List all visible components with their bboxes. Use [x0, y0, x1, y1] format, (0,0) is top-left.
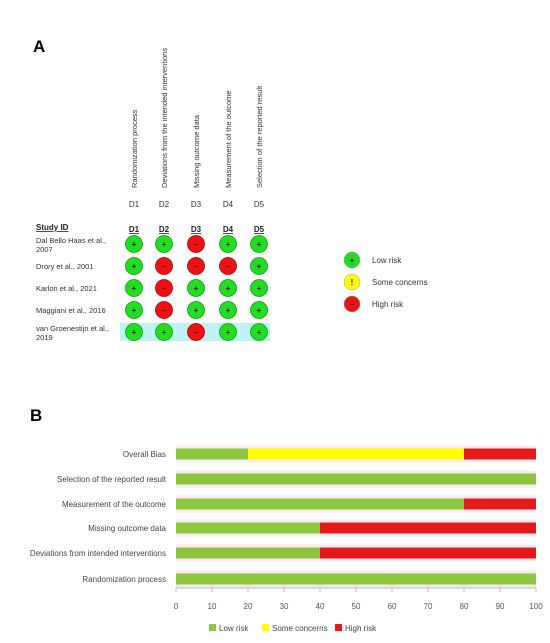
judgement-symbol: + [256, 240, 262, 249]
legend-symbol: + [349, 256, 355, 265]
x-tick-label: 0 [173, 602, 179, 611]
legend-symbol: – [349, 300, 355, 309]
study-name: 2019 [36, 333, 53, 342]
domain-code-d5: D5 [253, 200, 265, 209]
judgement-symbol: – [193, 262, 199, 271]
domain-name-2: Deviations from the intended interventions [160, 47, 169, 188]
domain-code-d2: D2 [158, 200, 170, 209]
judgement-symbol: + [193, 284, 199, 293]
judgement-symbol: + [225, 306, 231, 315]
x-tick-label: 60 [387, 602, 397, 611]
category-label: Selection of the reported result [57, 475, 166, 484]
judgement-symbol: + [161, 328, 167, 337]
judgement-symbol: + [131, 262, 137, 271]
domain-code-d1: D1 [128, 200, 140, 209]
x-tick-label: 100 [529, 602, 543, 611]
legend-label: Low risk [219, 624, 249, 633]
study-name: Karlon et al., 2021 [36, 284, 97, 293]
judgement-symbol: + [131, 284, 137, 293]
judgement-symbol: + [225, 240, 231, 249]
domain-header-d5: D5 [253, 225, 265, 234]
judgement-symbol: – [161, 262, 167, 271]
judgement-symbol: – [161, 284, 167, 293]
judgement-symbol: + [225, 328, 231, 337]
domain-code-d4: D4 [222, 200, 234, 209]
judgement-symbol: + [193, 306, 199, 315]
bar-segment-low-risk [176, 574, 536, 585]
study-name: van Groenestijn et al., [36, 324, 109, 333]
judgement-symbol: + [161, 240, 167, 249]
x-tick-label: 50 [351, 602, 361, 611]
category-label: Overall Bias [122, 450, 166, 459]
bar-segment-low-risk [176, 499, 464, 510]
domain-header-d4: D4 [222, 225, 234, 234]
domain-name-1: Randomization process [130, 109, 139, 188]
judgement-symbol: + [256, 262, 262, 271]
domain-header-d2: D2 [158, 225, 170, 234]
category-label: Missing outcome data [88, 524, 166, 533]
bar-segment-high-risk [464, 499, 536, 510]
panel-label-a: A [33, 37, 46, 56]
study-name: Dal Bello Haas et al., [36, 236, 107, 245]
x-tick-label: 10 [207, 602, 217, 611]
bar-segment-high-risk [464, 449, 536, 460]
judgement-symbol: + [225, 284, 231, 293]
judgement-symbol: – [193, 240, 199, 249]
domain-name-3: Missing outcome data [192, 115, 201, 188]
category-label: Randomization process [82, 575, 166, 584]
legend-high-label: High risk [372, 300, 404, 309]
bar-segment-high-risk [320, 523, 536, 534]
study-name: Drory et al., 2001 [36, 262, 94, 271]
x-tick-label: 20 [243, 602, 253, 611]
legend-swatch-high-risk [335, 624, 342, 631]
domain-name-5: Selection of the reported result [255, 85, 264, 188]
x-tick-label: 80 [459, 602, 469, 611]
bar-segment-low-risk [176, 474, 536, 485]
legend-low-label: Low risk [372, 256, 402, 265]
judgement-symbol: – [161, 306, 167, 315]
judgement-symbol: + [131, 328, 137, 337]
legend-symbol: ! [350, 278, 354, 287]
x-tick-label: 40 [315, 602, 325, 611]
legend-swatch-low-risk [209, 624, 216, 631]
judgement-symbol: + [131, 240, 137, 249]
study-id-header: Study ID [36, 223, 69, 232]
judgement-symbol: + [256, 306, 262, 315]
bar-segment-low-risk [176, 449, 248, 460]
category-label: Measurement of the outcome [61, 500, 166, 509]
x-tick-label: 90 [495, 602, 505, 611]
bar-segment-high-risk [320, 548, 536, 559]
category-label: Deviations from intended interventions [29, 549, 166, 558]
legend-some-label: Some concerns [372, 278, 428, 287]
x-tick-label: 30 [279, 602, 289, 611]
judgement-symbol: – [193, 328, 199, 337]
study-name: 2007 [36, 245, 53, 254]
bar-segment-some-concerns [248, 449, 464, 460]
domain-header-d3: D3 [190, 225, 202, 234]
bar-segment-low-risk [176, 548, 320, 559]
x-tick-label: 70 [423, 602, 433, 611]
legend-label: Some concerns [272, 624, 328, 633]
legend-label: High risk [345, 624, 377, 633]
bar-segment-low-risk [176, 523, 320, 534]
judgement-symbol: + [256, 328, 262, 337]
judgement-symbol: + [131, 306, 137, 315]
domain-header-d1: D1 [128, 225, 140, 234]
study-name: Maggiani et al., 2016 [36, 306, 106, 315]
judgement-symbol: – [225, 262, 231, 271]
panel-label-b: B [30, 406, 43, 425]
legend-swatch-some-concerns [262, 624, 269, 631]
domain-name-4: Measurement of the outcome [224, 90, 233, 188]
domain-code-d3: D3 [190, 200, 202, 209]
judgement-symbol: + [256, 284, 262, 293]
